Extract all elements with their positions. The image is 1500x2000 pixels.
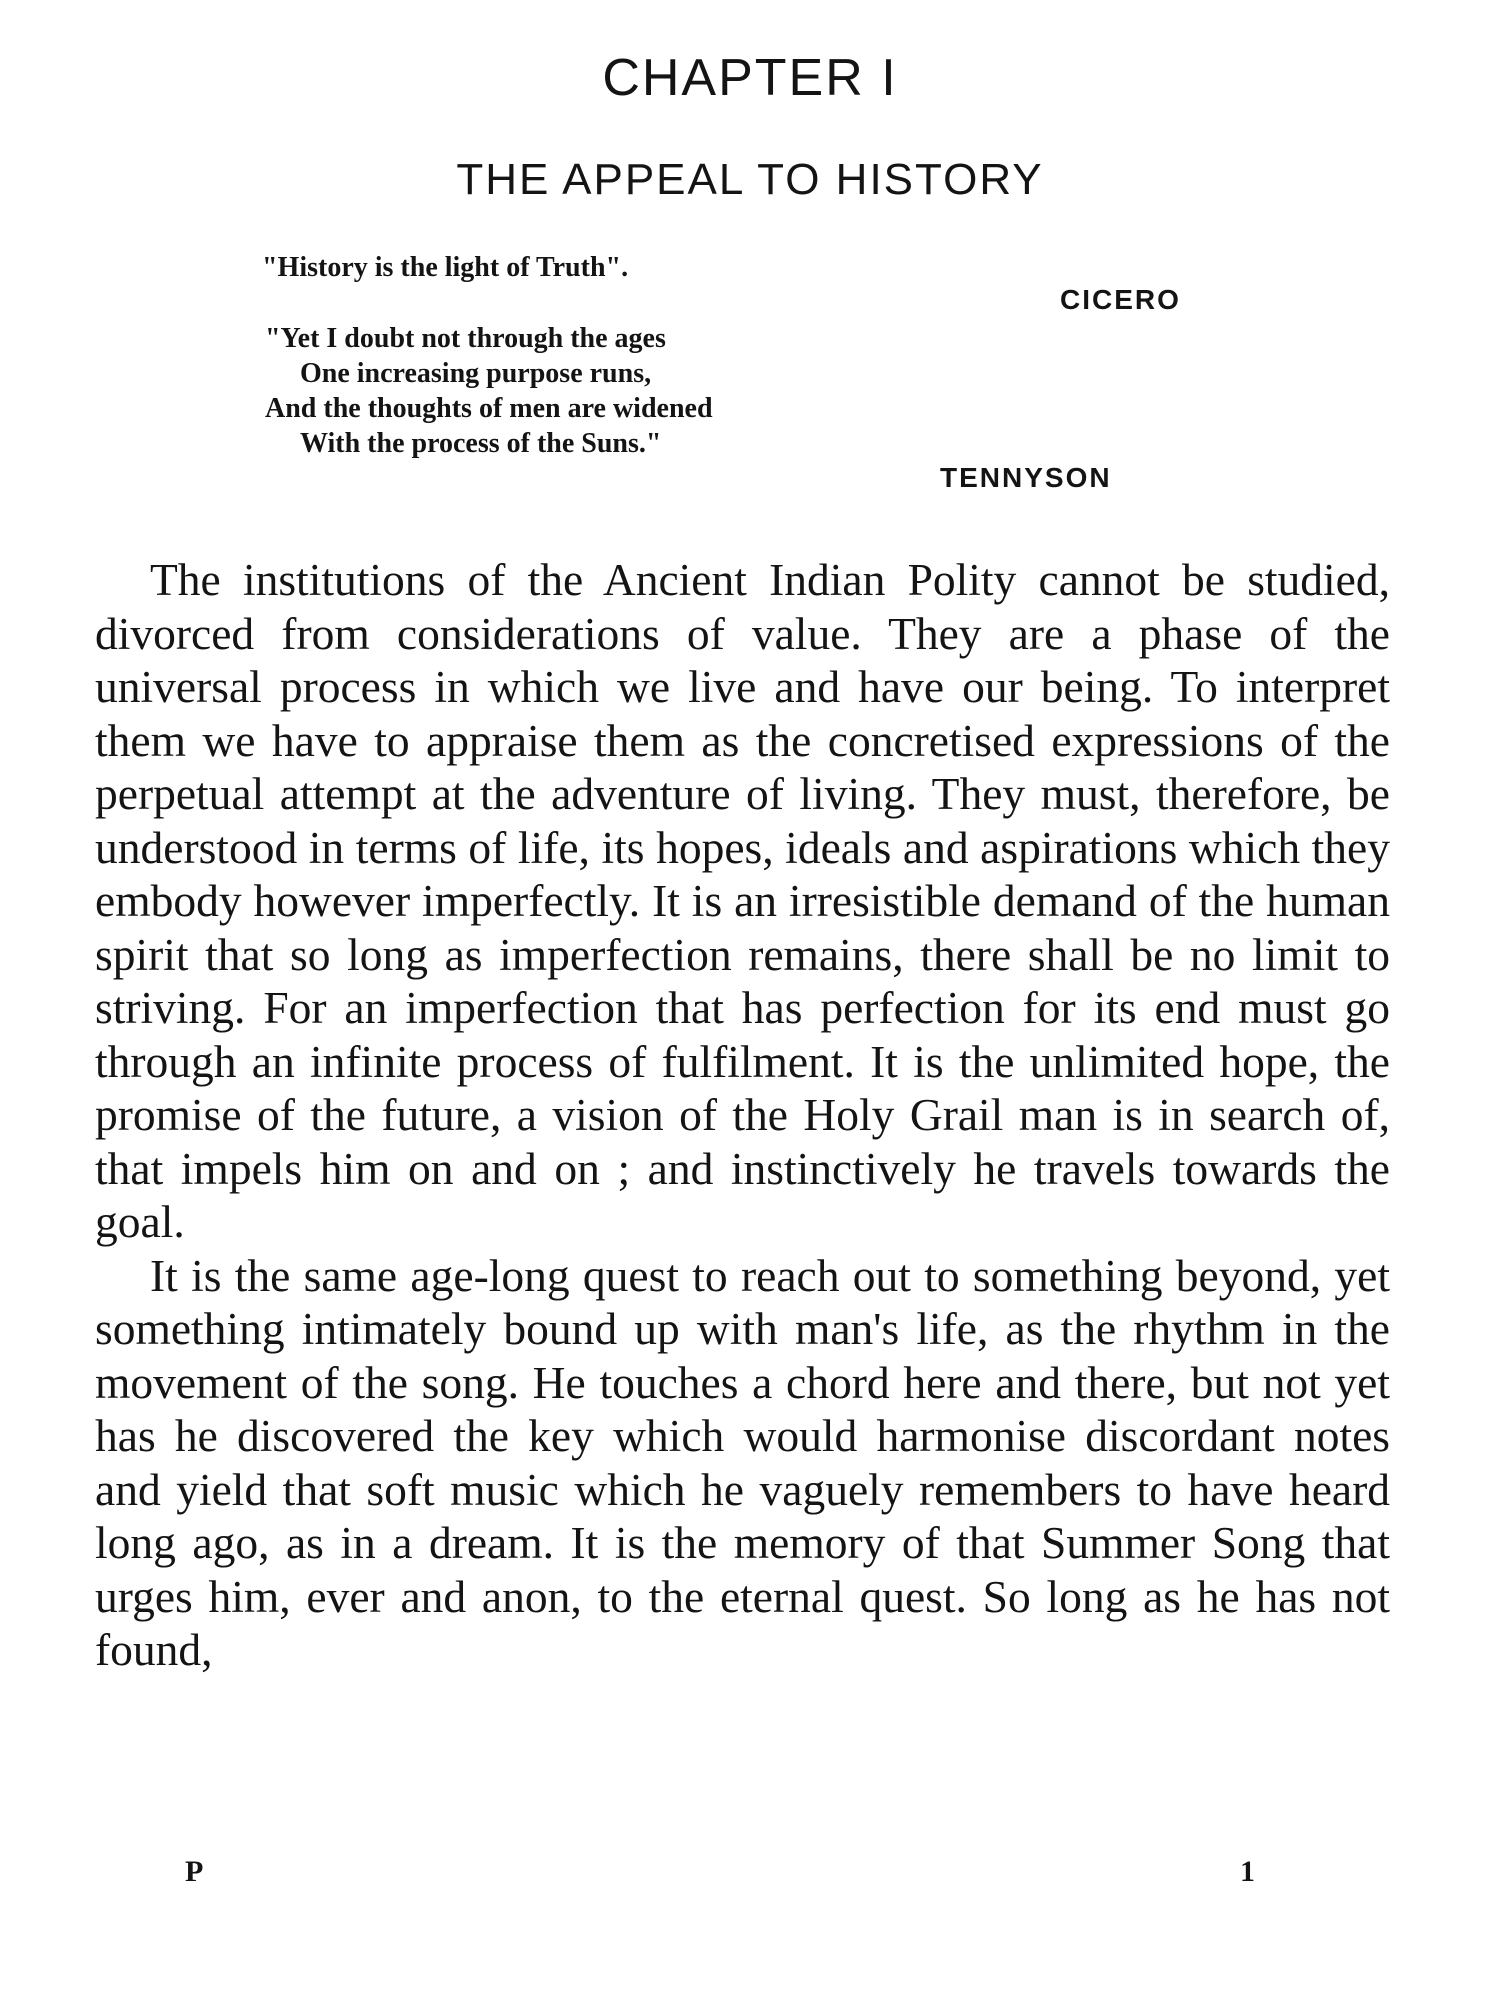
body-text (95, 553, 1390, 1677)
epigraph-line: "Yet I doubt not through the ages (265, 323, 666, 354)
epigraph-line: One increasing purpose runs, (300, 358, 652, 389)
epigraph-line: With the process of the Suns." (300, 428, 662, 459)
signature-mark: P (185, 1855, 204, 1888)
chapter-heading: CHAPTER I (602, 49, 898, 107)
page-number: 1 (1240, 1855, 1255, 1888)
epigraph-author: CICERO (1060, 284, 1181, 315)
epigraph-line: "History is the light of Truth". (262, 252, 629, 283)
epigraph-author: TENNYSON (940, 462, 1112, 493)
chapter-title: THE APPEAL TO HISTORY (456, 155, 1044, 204)
paragraph: It is the same age-long quest to reach out to something beyond, yet something intimately bound up with man's life, as the rhythm in the movement of the song. He touches a chord here and there, but not yet has he discovered the key which would harmonise discordant notes and yield that soft music which he vaguely remembers to have heard long ago, as in a dream. It is the memory of that Summer Song that urges him, ever and anon, to the eternal quest. So long as he has not found, (95, 1249, 1390, 1675)
epigraph-line: And the thoughts of men are widened (265, 393, 713, 424)
paragraph: The institutions of the Ancient Indian Polity cannot be studied, divorced from considerations of value. They are a phase of the universal process in which we live and have our being. To interpret them we have to appraise them as the concretised expressions of the perpetual attempt at the adventure of living. They must, therefore, be understood in terms of life, its hopes, ideals and aspirations which they embody however imperfectly. It is an irresistible demand of the human spirit that so long as imperfection remains, there shall be no limit to striving. For an imperfection that has perfection for its end must go through an infinite process of fulfilment. It is the unlimited hope, the promise of the future, a vision of the Holy Grail man is in search of, that impels him on and on ; and instinctively he travels towards the goal. (95, 554, 1390, 1247)
